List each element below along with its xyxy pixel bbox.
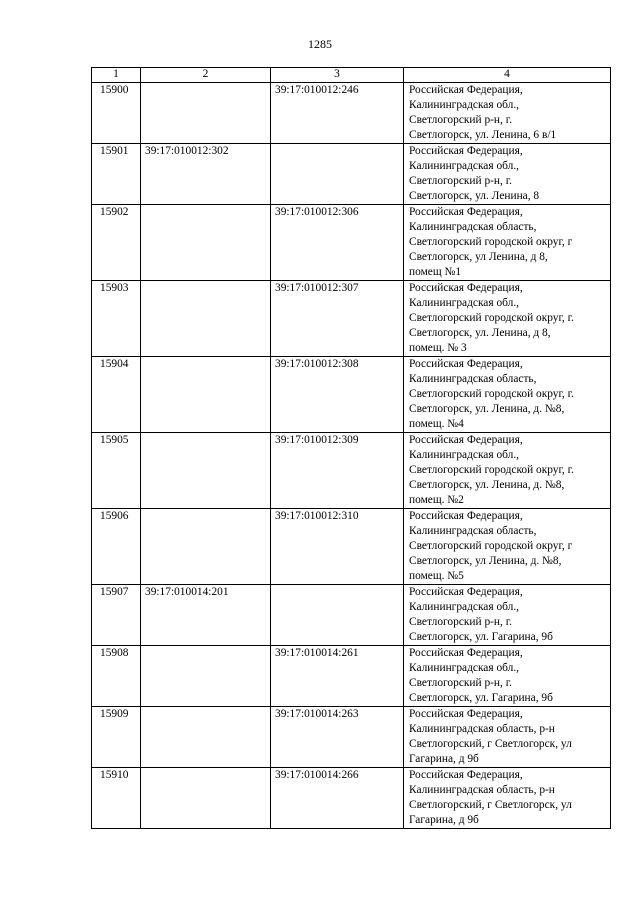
table-row (92, 144, 611, 205)
address-line: Светлогорский р-н, г. (409, 616, 512, 628)
address-cell (404, 144, 611, 205)
table-header-row (92, 68, 611, 83)
address-line: Калининградская область, р-н (409, 723, 555, 735)
address-line: Калининградская область, (409, 373, 537, 385)
address-cell (404, 707, 611, 768)
address-cell (404, 205, 611, 281)
address-line: Российская Федерация, (409, 708, 523, 720)
row-number-cell: 15903 (92, 281, 141, 357)
cadastral-number-cell (141, 707, 271, 768)
row-number-cell: 15910 (92, 768, 141, 829)
address-line: Светлогорский городской округ, г. (409, 388, 574, 400)
row-number-cell: 15907 (92, 585, 141, 646)
cadastral-number-cell (141, 357, 271, 433)
address-line: помещ. №2 (409, 494, 464, 506)
address-line: Гагарина, д 9б (409, 814, 479, 826)
address-line: Калининградская обл., (409, 601, 520, 613)
cadastral-number-cell: 39:17:010012:310 (271, 509, 404, 585)
address-line: Калининградская область, (409, 525, 537, 537)
address-line: Светлогорск, ул. Гагарина, 9б (409, 631, 553, 643)
cadastral-number-cell: 39:17:010012:309 (271, 433, 404, 509)
table-row (92, 707, 611, 768)
cadastral-number-cell: 39:17:010012:306 (271, 205, 404, 281)
address-line: Российская Федерация, (409, 145, 523, 157)
address-line: Калининградская обл., (409, 449, 520, 461)
table-row (92, 509, 611, 585)
address-cell (404, 585, 611, 646)
row-number-cell: 15905 (92, 433, 141, 509)
row-number-cell: 15906 (92, 509, 141, 585)
address-cell (404, 646, 611, 707)
cadastral-number-cell (271, 585, 404, 646)
address-cell (404, 768, 611, 829)
address-line: Калининградская область, (409, 221, 537, 233)
address-line: помещ. № 3 (409, 342, 467, 354)
cadastral-number-cell: 39:17:010014:263 (271, 707, 404, 768)
table-row (92, 768, 611, 829)
table-row (92, 281, 611, 357)
cadastral-number-cell: 39:17:010014:201 (141, 585, 271, 646)
address-line: Светлогорский городской округ, г (409, 540, 573, 552)
cadastral-number-cell: 39:17:010012:246 (271, 83, 404, 144)
address-line: Светлогорск, ул. Ленина, д. №8, (409, 403, 565, 415)
address-line: помещ №1 (409, 266, 462, 278)
cadastral-number-cell (141, 281, 271, 357)
address-line: Калининградская обл., (409, 297, 520, 309)
address-line: Светлогорск, ул Ленина, д 8, (409, 251, 548, 263)
address-line: Светлогорск, ул. Ленина, д. №8, (409, 479, 565, 491)
cadastral-number-cell (141, 768, 271, 829)
cadastral-number-cell (141, 205, 271, 281)
cadastral-number-cell: 39:17:010012:307 (271, 281, 404, 357)
table-row (92, 646, 611, 707)
cadastral-number-cell: 39:17:010014:261 (271, 646, 404, 707)
cadastral-number-cell (141, 646, 271, 707)
column-header: 3 (271, 68, 404, 83)
address-line: Гагарина, д 9б (409, 753, 479, 765)
address-line: Светлогорский городской округ, г. (409, 464, 574, 476)
cadastral-number-cell (141, 83, 271, 144)
address-cell (404, 357, 611, 433)
address-line: Калининградская обл., (409, 160, 520, 172)
table-row (92, 83, 611, 144)
address-line: Светлогорский р-н, г. (409, 175, 512, 187)
row-number-cell: 15908 (92, 646, 141, 707)
address-line: Светлогорск, ул. Ленина, 6 в/1 (409, 129, 557, 141)
cadastral-number-cell: 39:17:010012:308 (271, 357, 404, 433)
address-line: Калининградская обл., (409, 662, 520, 674)
address-line: Светлогорск, ул. Ленина, д 8, (409, 327, 551, 339)
page-number: 1285 (308, 37, 332, 51)
address-line: Светлогорск, ул. Ленина, 8 (409, 190, 540, 202)
column-header: 4 (404, 68, 611, 83)
table-row (92, 357, 611, 433)
address-cell (404, 509, 611, 585)
table-row (92, 433, 611, 509)
address-cell (404, 281, 611, 357)
row-number-cell: 15902 (92, 205, 141, 281)
address-line: Российская Федерация, (409, 358, 523, 370)
table-body (92, 83, 611, 829)
address-line: Российская Федерация, (409, 434, 523, 446)
table-row (92, 205, 611, 281)
address-line: помещ. №5 (409, 570, 464, 582)
address-line: Калининградская обл., (409, 99, 520, 111)
column-header: 2 (141, 68, 271, 83)
address-line: Российская Федерация, (409, 586, 523, 598)
row-number-cell: 15909 (92, 707, 141, 768)
address-line: Российская Федерация, (409, 510, 523, 522)
address-cell (404, 83, 611, 144)
table-row (92, 585, 611, 646)
address-line: Светлогорский городской округ, г. (409, 312, 574, 324)
address-line: помещ. №4 (409, 418, 464, 430)
address-cell (404, 433, 611, 509)
row-number-cell: 15904 (92, 357, 141, 433)
address-line: Российская Федерация, (409, 84, 523, 96)
address-line: Российская Федерация, (409, 282, 523, 294)
address-line: Российская Федерация, (409, 647, 523, 659)
address-line: Светлогорский городской округ, г (409, 236, 573, 248)
row-number-cell: 15901 (92, 144, 141, 205)
cadastral-number-cell: 39:17:010012:302 (141, 144, 271, 205)
address-line: Российская Федерация, (409, 769, 523, 781)
address-line: Российская Федерация, (409, 206, 523, 218)
cadastral-number-cell: 39:17:010014:266 (271, 768, 404, 829)
cadastral-number-cell (141, 509, 271, 585)
address-line: Калининградская область, р-н (409, 784, 555, 796)
address-line: Светлогорский, г Светлогорск, ул (409, 799, 572, 811)
address-line: Светлогорский, г Светлогорск, ул (409, 738, 572, 750)
row-number-cell: 15900 (92, 83, 141, 144)
address-line: Светлогорский р-н, г. (409, 677, 512, 689)
column-header: 1 (92, 68, 141, 83)
address-line: Светлогорский р-н, г. (409, 114, 512, 126)
cadastral-number-cell (271, 144, 404, 205)
cadastral-number-cell (141, 433, 271, 509)
address-line: Светлогорск, ул Ленина, д. №8, (409, 555, 562, 567)
address-line: Светлогорск, ул. Гагарина, 9б (409, 692, 553, 704)
registry-table (91, 67, 611, 829)
